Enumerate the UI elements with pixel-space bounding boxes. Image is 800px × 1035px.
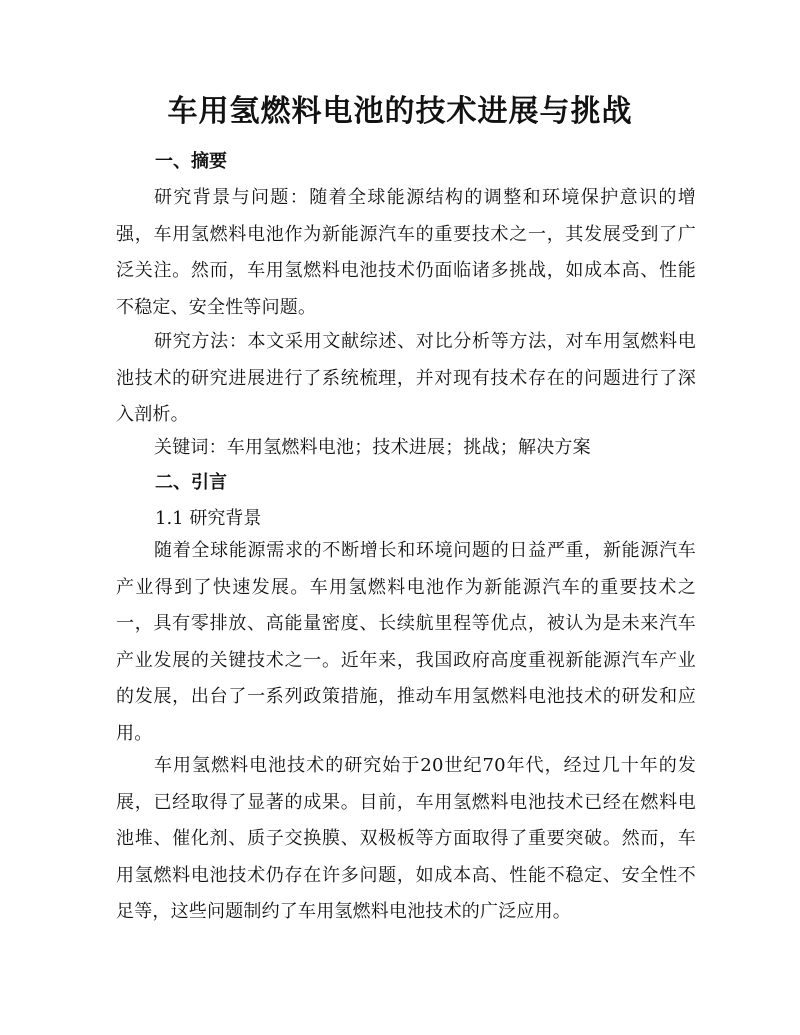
document-title: 车用氢燃料电池的技术进展与挑战 [167, 94, 633, 129]
introduction-paragraph-1: 随着全球能源需求的不断增长和环境问题的日益严重，新能源汽车产业得到了快速发展。车用氢燃料电池作为新能源汽车的重要技术之一，具有零排放、高能量密度、长续航里程等优点，被认为是未来汽车产业发展的关键技术之一。近年来，我国政府高度重视新能源汽车产业的发展，出台了一系列政策措施，推动车用氢燃料电池技术的研发和应用。 [116, 540, 696, 744]
introduction-heading: 二、引言 [155, 472, 227, 493]
keywords-line: 关键词：车用氢燃料电池；技术进展；挑战；解决方案 [154, 437, 591, 458]
abstract-heading: 一、摘要 [155, 151, 227, 172]
introduction-paragraph-2: 车用氢燃料电池技术的研究始于20世纪70年代，经过几十年的发展，已经取得了显著的成果。目前，车用氢燃料电池技术已经在燃料电池堆、催化剂、质子交换膜、双极板等方面取得了重要突破。然而，车用氢燃料电池技术仍存在许多问题，如成本高、性能不稳定、安全性不足等，这些问题制约了车用氢燃料电池技术的广泛应用。 [116, 755, 696, 922]
abstract-paragraph-background: 研究背景与问题：随着全球能源结构的调整和环境保护意识的增强，车用氢燃料电池作为新能源汽车的重要技术之一，其发展受到了广泛关注。然而，车用氢燃料电池技术仍面临诸多挑战，如成本高、性能不稳定、安全性等问题。 [116, 187, 696, 318]
research-background-subheading: 1.1 研究背景 [155, 508, 262, 529]
abstract-paragraph-method: 研究方法：本文采用文献综述、对比分析等方法，对车用氢燃料电池技术的研究进展进行了系统梳理，并对现有技术存在的问题进行了深入剖析。 [116, 331, 696, 425]
